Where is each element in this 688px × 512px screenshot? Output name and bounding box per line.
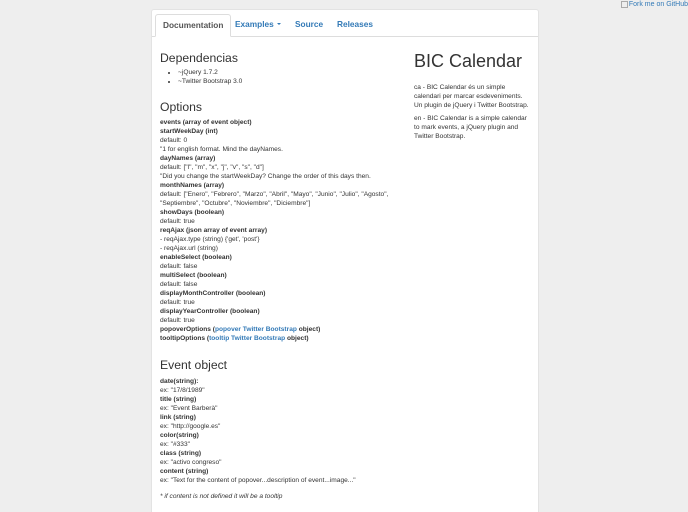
field-class: class (string) bbox=[160, 450, 202, 457]
tab-source[interactable] bbox=[288, 14, 330, 36]
main-column bbox=[160, 51, 404, 501]
option-default: default: ["l", "m", "x", "j", "v", "s", "d"] bbox=[160, 164, 264, 171]
option-popoveroptions bbox=[160, 325, 404, 334]
option-reqajax-url: - reqAjax.url (string) bbox=[160, 245, 218, 252]
tab-documentation[interactable] bbox=[155, 14, 231, 37]
sidebar bbox=[414, 51, 532, 141]
fork-link-label: Fork me on GitHub bbox=[628, 1, 688, 8]
dependencias-list bbox=[160, 69, 404, 86]
option-note: "1 for english format. Mind the dayNames. bbox=[160, 146, 283, 153]
option-startweekday: startWeekDay (int) bbox=[160, 128, 218, 135]
description-ca: ca - BIC Calendar és un simple calendari per marcar esdeveniments. Un plugin de jQuery i Twitter Bootstrap. bbox=[414, 84, 529, 109]
event-object-list bbox=[160, 377, 404, 485]
field-example: ex: "17/8/1989" bbox=[160, 387, 205, 394]
nav-tabs bbox=[152, 10, 538, 37]
field-example: ex: "http://google.es" bbox=[160, 423, 221, 430]
object-suffix: object) bbox=[298, 326, 321, 333]
field-title: title (string) bbox=[160, 396, 197, 403]
option-displayyearcontroller: displayYearController (boolean) bbox=[160, 308, 260, 315]
option-default: default: 0 bbox=[160, 137, 188, 144]
option-default: default: ["Enero", "Febrero", "Marzo", "Abril", "Mayo", "Junio", "Julio", "Agosto", bbox=[160, 191, 389, 198]
open-paren: ( bbox=[210, 326, 215, 333]
option-reqajax-type: - reqAjax.type (string) {'get', 'post'} bbox=[160, 236, 260, 243]
option-default: default: false bbox=[160, 263, 198, 270]
tooltip-options-label: tooltipOptions bbox=[160, 335, 206, 342]
footnote: * if content is not defined it will be a tooltip bbox=[160, 493, 283, 500]
open-paren: ( bbox=[205, 335, 210, 342]
option-events: events (array of event object) bbox=[160, 119, 252, 126]
dependencias-heading: Dependencias bbox=[160, 51, 238, 65]
option-default: default: true bbox=[160, 299, 195, 306]
field-example: ex: "activo congreso" bbox=[160, 459, 222, 466]
tab-source-label: Source bbox=[295, 19, 324, 29]
tab-documentation-label: Documentation bbox=[163, 20, 224, 30]
page-title: BIC Calendar bbox=[414, 51, 523, 71]
event-object-heading: Event object bbox=[160, 358, 228, 372]
option-reqajax: reqAjax (json array of event array) bbox=[160, 227, 268, 234]
option-multiselect: multiSelect (boolean) bbox=[160, 272, 227, 279]
field-link: link (string) bbox=[160, 414, 196, 421]
tooltip-bootstrap-link[interactable]: tooltip Twitter Bootstrap bbox=[209, 335, 286, 342]
option-default: default: false bbox=[160, 281, 198, 288]
option-tooltipoptions bbox=[160, 334, 404, 343]
field-example: ex: "#333" bbox=[160, 441, 190, 448]
list-item: • ~jQuery 1.7.2 bbox=[178, 69, 404, 78]
field-color: color(string) bbox=[160, 432, 199, 439]
options-list bbox=[160, 118, 404, 343]
tab-examples[interactable] bbox=[228, 14, 288, 36]
option-enableselect: enableSelect (boolean) bbox=[160, 254, 232, 261]
tab-examples-label: Examples bbox=[235, 19, 274, 29]
caret-down-icon bbox=[277, 23, 281, 25]
popover-options-label: popoverOptions bbox=[160, 326, 211, 333]
tab-releases[interactable] bbox=[330, 14, 380, 36]
option-note: "Did you change the startWeekDay? Change the order of this days then. bbox=[160, 173, 371, 180]
field-content: content (string) bbox=[160, 468, 209, 475]
tab-releases-label: Releases bbox=[337, 19, 373, 29]
fork-me-on-github-link[interactable] bbox=[621, 0, 688, 9]
field-date: date(string): bbox=[160, 378, 199, 385]
popover-bootstrap-link[interactable]: popover Twitter Bootstrap bbox=[214, 326, 297, 333]
option-daynames: dayNames (array) bbox=[160, 155, 216, 162]
option-monthnames: monthNames (array) bbox=[160, 182, 225, 189]
object-suffix: object) bbox=[287, 335, 309, 342]
content-panel bbox=[151, 9, 539, 512]
option-displaymonthcontroller: displayMonthController (boolean) bbox=[160, 290, 266, 297]
option-showdays: showDays (boolean) bbox=[160, 209, 225, 216]
option-default-cont: "Septiembre", "Octubre", "Noviembre", "Diciembre"] bbox=[160, 200, 311, 207]
field-example: ex: "Event Barberà" bbox=[160, 405, 218, 412]
description-en: en - BIC Calendar is a simple calendar to mark events, a jQuery plugin and Twitter Bootstrap. bbox=[414, 115, 527, 140]
field-example: ex: "Text for the content of popover...description of event...image..." bbox=[160, 477, 356, 484]
option-default: default: true bbox=[160, 317, 195, 324]
list-item: • ~Twitter Bootstrap 3.0 bbox=[178, 78, 404, 87]
broken-image-icon bbox=[621, 1, 628, 8]
option-default: default: true bbox=[160, 218, 195, 225]
options-heading: Options bbox=[160, 100, 203, 114]
